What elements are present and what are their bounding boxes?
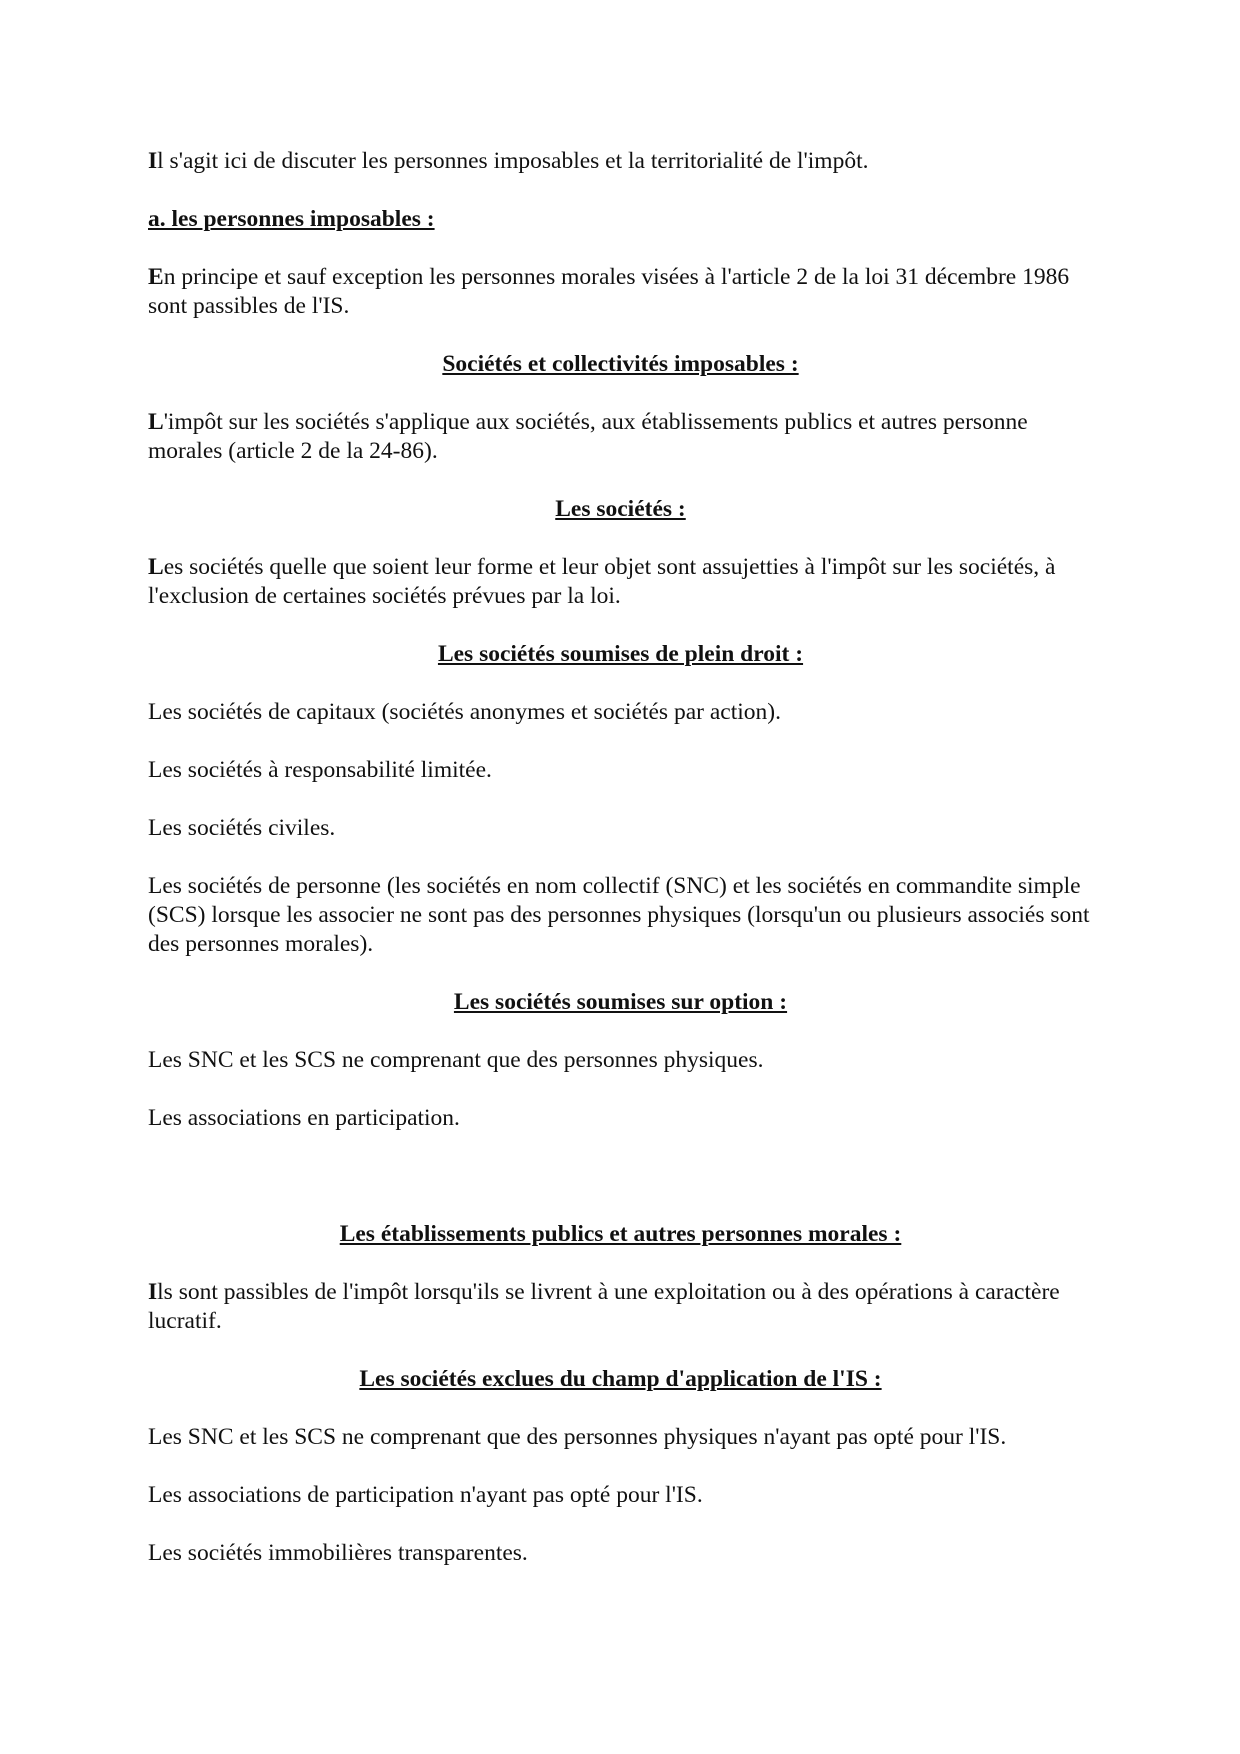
paragraph-2-lead-letter: L [148, 554, 164, 580]
paragraph-etablissements [148, 1278, 1093, 1336]
excluded-item: Les associations de participation n'ayant pas opté pour l'IS. [148, 1482, 703, 1508]
heading-plein-droit: Les sociétés soumises de plein droit : [437, 641, 804, 667]
excluded-item: Les SNC et les SCS ne comprenant que des personnes physiques n'ayant pas opté pour l'IS. [148, 1424, 1007, 1450]
plein-droit-item: Les sociétés civiles. [148, 815, 336, 841]
vertical-spacer [148, 1162, 1093, 1220]
paragraph-1-text: 'impôt sur les sociétés s'applique aux sociétés, aux établissements publics et autres personne morales (article 2 de la 24-86). [148, 409, 1028, 464]
paragraph-3-lead-letter: I [148, 1279, 158, 1305]
heading-sur-option: Les sociétés soumises sur option : [453, 989, 788, 1015]
plein-droit-item: Les sociétés à responsabilité limitée. [148, 757, 492, 783]
paragraph-les-societes [148, 553, 1093, 611]
document-content [148, 147, 1093, 1597]
heading-etablissements-publics: Les établissements publics et autres personnes morales : [339, 1221, 902, 1247]
section-a-title: a. les personnes imposables : [148, 206, 435, 232]
option-item: Les associations en participation. [148, 1105, 460, 1131]
plein-droit-item: Les sociétés de capitaux (sociétés anonymes et sociétés par action). [148, 699, 781, 725]
paragraph-impot-societes [148, 408, 1093, 466]
heading-les-societes: Les sociétés : [555, 496, 686, 522]
paragraph-3-text: ls sont passibles de l'impôt lorsqu'ils se livrent à une exploitation ou à des opérations à caractère lucratif. [148, 1279, 1060, 1334]
principle-lead-letter: E [148, 264, 164, 290]
paragraph-2-text: es sociétés quelle que soient leur forme et leur objet sont assujetties à l'impôt sur les sociétés, à l'exclusion de certaines sociétés prévues par la loi. [148, 554, 1056, 609]
heading-societes-collectivites: Sociétés et collectivités imposables : [442, 351, 799, 377]
intro-lead-letter: I [148, 148, 158, 174]
option-item: Les SNC et les SCS ne comprenant que des personnes physiques. [148, 1047, 764, 1073]
intro-paragraph [148, 147, 1093, 176]
principle-paragraph [148, 263, 1093, 321]
principle-text: n principe et sauf exception les personnes morales visées à l'article 2 de la loi 31 décembre 1986 sont passibles de l'IS. [148, 264, 1070, 319]
excluded-item: Les sociétés immobilières transparentes. [148, 1540, 528, 1566]
intro-text: l s'agit ici de discuter les personnes imposables et la territorialité de l'impôt. [157, 148, 869, 174]
paragraph-1-lead-letter: L [148, 409, 164, 435]
plein-droit-item: Les sociétés de personne (les sociétés en nom collectif (SNC) et les sociétés en commandite simple (SCS) lorsque les associer ne sont pas des personnes physiques (lorsqu'un ou plusieurs associés sont des personnes morales). [148, 873, 1090, 957]
heading-societes-exclues: Les sociétés exclues du champ d'application de l'IS : [359, 1366, 882, 1392]
